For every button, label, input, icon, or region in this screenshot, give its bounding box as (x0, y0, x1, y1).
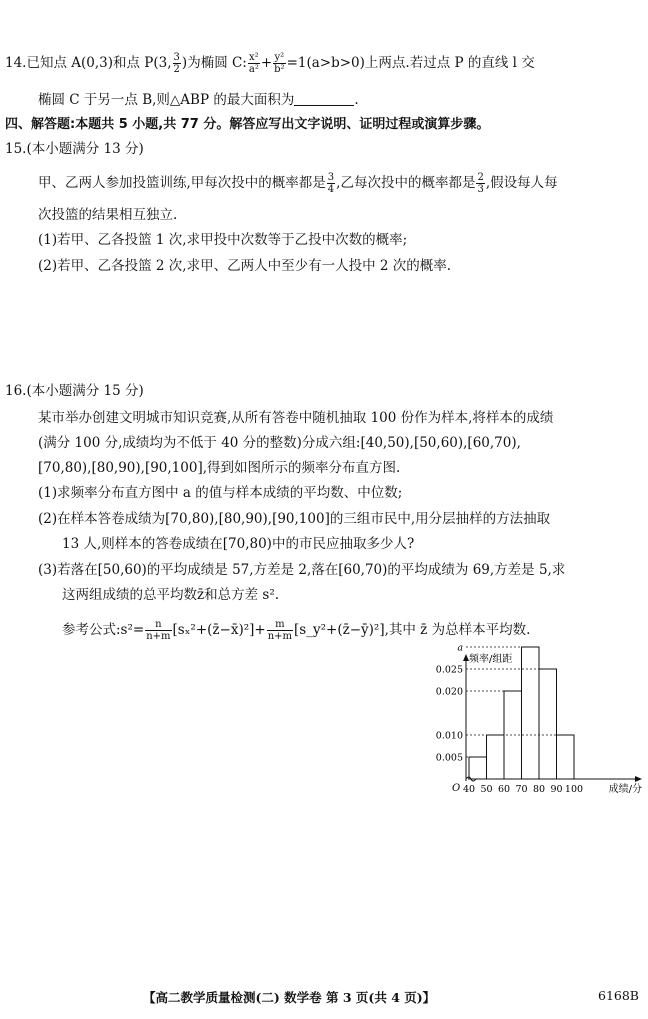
q16-formula: 参考公式:s²= $\frac{n}{n+m}$ [sₓ²+(z̄−x̄)²]+ $\frac{m}{n+m}$ [s_y²+(z̄−ȳ)²],其中 z̄ 为总样本平均数. (62, 619, 531, 642)
y-tick-label: 0.010 (435, 730, 463, 742)
histogram-bar (522, 647, 540, 779)
q14-line2 (38, 91, 359, 109)
x-tick-label: 90 (550, 784, 563, 795)
x-tick-label: 100 (564, 784, 584, 795)
y-tick-label: 0.020 (435, 686, 463, 698)
q15-line1: 甲、乙两人参加投篮训练,甲每次投中的概率都是 $\frac{3}{4}$ ,乙每次投中的概率都是 $\frac{2}{3}$ ,假设每人每 (38, 172, 558, 195)
origin-label: O (452, 783, 461, 794)
frequency-histogram (435, 642, 643, 800)
q16-header: 16.(本小题满分 15 分) (5, 383, 144, 399)
q14-text-b: )为椭圆 C: (181, 55, 247, 71)
y-tick-label: 0.025 (435, 664, 463, 676)
x-axis-label: 成绩/分 (608, 784, 642, 795)
y-tick-label: 0.005 (435, 752, 463, 764)
x-axis-arrow (635, 776, 642, 782)
q16-part3b: 这两组成绩的总平均数z̄和总方差 s². (62, 587, 280, 603)
q14-text-c: =1(a>b>0)上两点.若过点 P 的直线 l 交 (286, 55, 535, 71)
x-tick-label: 60 (497, 784, 511, 795)
q16-frac-n: $\frac{n}{n+m}$ (146, 619, 171, 642)
q14-frac-y: $\frac{\text{y²}}{\text{b²}}$ (274, 52, 285, 75)
q16-part2a: (2)在样本答卷成绩为[70,80),[80,90),[90,100]的三组市民中,用分层抽样的方法抽取 (38, 511, 551, 527)
q14-frac-p: $\frac{3}{2}$ (173, 52, 180, 75)
page-footer: 【高二教学质量检测(二) 数学卷 第 3 页(共 4 页)】 (143, 990, 436, 1005)
q16-line2: (满分 100 分,成绩均为不低于 40 分的整数)分成六组:[40,50),[50,60),[60,70), (38, 435, 521, 451)
q16-frac-m: $\frac{m}{n+m}$ (267, 619, 293, 642)
x-tick-label: 80 (532, 784, 546, 795)
q15-frac-2: $\frac{2}{3}$ (477, 172, 484, 195)
q16-part1: (1)求频率分布直方图中 a 的值与样本成绩的平均数、中位数; (38, 485, 403, 501)
histogram-bar (469, 757, 487, 779)
q14-line2-end: . (354, 92, 359, 108)
footer-code: 6168B (598, 988, 639, 1003)
y-axis-label: 频率/组距 (469, 654, 513, 665)
q15-part2: (2)若甲、乙各投篮 2 次,求甲、乙两人中至少有一人投中 2 次的概率. (38, 258, 452, 274)
q14-text-a: 14.已知点 A(0,3)和点 P(3, (5, 55, 172, 71)
q14-answer-blank (294, 91, 354, 106)
q16-part3a: (3)若落在[50,60)的平均成绩是 57,方差是 2,落在[60,70)的平均成绩为 69,方差是 5,求 (38, 562, 566, 578)
y-tick-label: a (457, 642, 463, 654)
q14-line2-text: 椭圆 C 于另一点 B,则△ABP 的最大面积为 (38, 92, 295, 108)
x-tick-label: 50 (480, 784, 493, 795)
x-tick-label: 70 (515, 784, 528, 795)
q14-plus: + (260, 55, 273, 71)
q14-line1 (5, 52, 535, 75)
q16-part2b: 13 人,则样本的答卷成绩在[70,80)中的市民应抽取多少人? (62, 536, 415, 552)
q16-line1: 某市举办创建文明城市知识竞赛,从所有答卷中随机抽取 100 份作为样本,将样本的成绩 (38, 410, 554, 426)
histogram-bar (557, 735, 575, 779)
q15-line2: 次投篮的结果相互独立. (38, 207, 178, 223)
q14-frac-x: $\frac{\text{x²}}{\text{a²}}$ (248, 52, 259, 75)
histogram-bar (539, 669, 557, 779)
q15-header: 15.(本小题满分 13 分) (5, 141, 144, 157)
q15-frac-1: $\frac{3}{4}$ (327, 172, 335, 195)
x-tick-label: 40 (462, 784, 476, 795)
q16-line3: [70,80),[80,90),[90,100],得到如图所示的频率分布直方图. (38, 460, 401, 476)
q15-part1: (1)若甲、乙各投篮 1 次,求甲投中次数等于乙投中次数的概率; (38, 232, 408, 248)
section-4-heading: 四、解答题:本题共 5 小题,共 77 分。解答应写出文字说明、证明过程或演算步骤。 (5, 117, 490, 132)
histogram-bar (487, 735, 505, 779)
